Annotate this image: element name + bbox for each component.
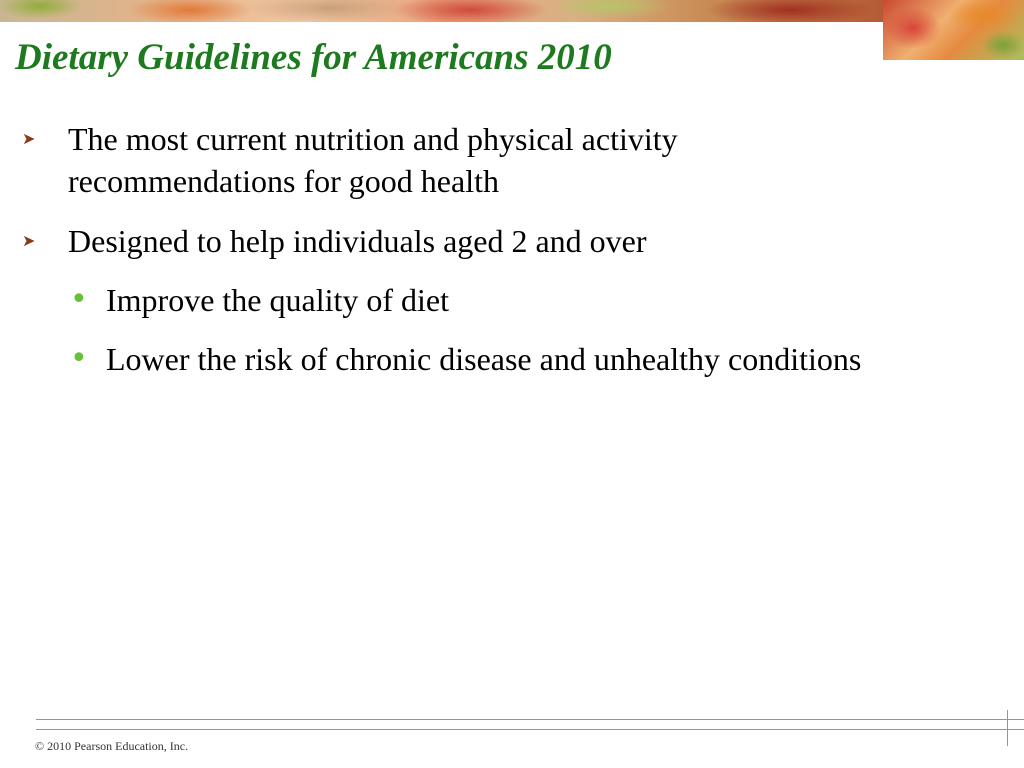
slide-title: Dietary Guidelines for Americans 2010 — [15, 37, 612, 78]
arrowhead-bullet-icon: ➤ — [22, 231, 36, 250]
sub-bullet-item — [0, 279, 1024, 321]
footer-divider — [36, 729, 1024, 730]
bullet-text: The most current nutrition and physical activity recommendations for good health — [68, 121, 678, 199]
bullet-item — [0, 220, 1024, 262]
food-photo-corner-image — [883, 0, 1024, 60]
dot-bullet-icon: • — [70, 282, 88, 317]
slide-body — [0, 118, 1024, 380]
sub-bullet-text: Improve the quality of diet — [106, 282, 450, 318]
food-photo-banner — [0, 0, 883, 22]
sub-bullet-item — [0, 338, 1024, 380]
dot-bullet-icon: • — [70, 341, 88, 376]
bullet-item — [0, 118, 1024, 202]
arrowhead-bullet-icon: ➤ — [22, 129, 36, 148]
footer-divider — [36, 719, 1024, 720]
bullet-text: Designed to help individuals aged 2 and over — [68, 223, 647, 259]
sub-bullet-text: Lower the risk of chronic disease and unhealthy conditions — [106, 341, 862, 377]
copyright-notice: © 2010 Pearson Education, Inc. — [35, 739, 189, 753]
footer-tick-mark — [1007, 710, 1008, 746]
